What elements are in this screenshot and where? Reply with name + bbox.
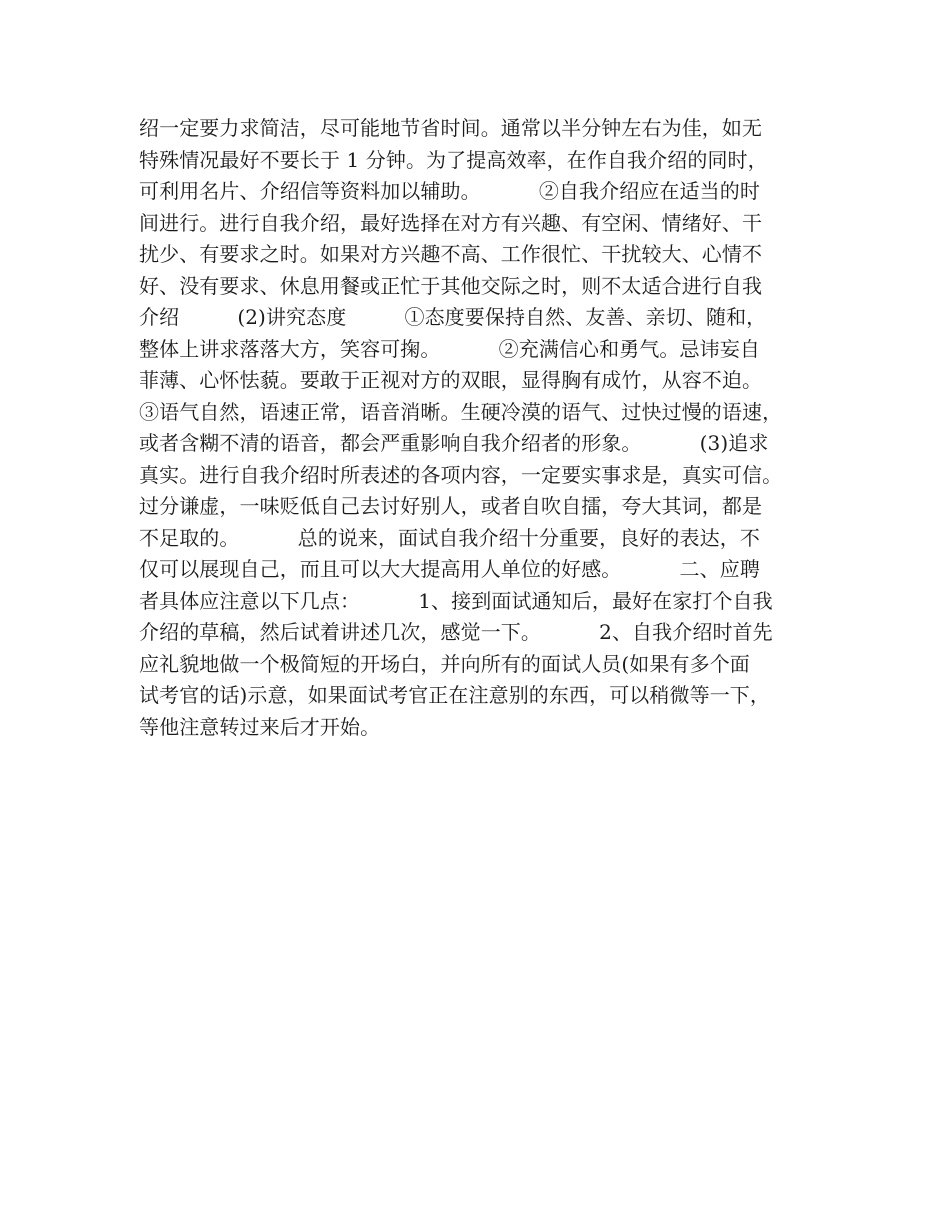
text-line-14: 不足取的。 总的说来，面试自我介绍十分重要，良好的表达，不 <box>139 525 760 550</box>
text-line-4: 间进行。进行自我介绍，最好选择在对方有兴趣、有空闲、情绪好、干 <box>139 210 763 235</box>
text-line-5: 扰少、有要求之时。如果对方兴趣不高、工作很忙、干扰较大、心情不 <box>139 242 763 266</box>
text-line-2: 特殊情况最好不要长于 1 分钟。为了提高效率，在作自我介绍的同时， <box>139 147 768 172</box>
text-line-19: 试考官的话)示意，如果面试考官正在注意别的东西，可以稍微等一下， <box>139 683 771 707</box>
text-line-10: ③语气自然，语速正常，语音消晰。生硬冷漠的语气、过快过慢的语速， <box>139 399 783 424</box>
text-line-13: 过分谦虚，一味贬低自己去讨好别人，或者自吹自擂，夸大其词，都是 <box>139 494 763 518</box>
text-line-1: 绍一定要力求简洁，尽可能地节省时间。通常以半分钟左右为佳，如无 <box>139 116 763 140</box>
text-line-7: 介绍 (2)讲究态度 ①态度要保持自然、友善、亲切、随和， <box>139 305 767 329</box>
text-line-11: 或者含糊不清的语音，都会严重影响自我介绍者的形象。 (3)追求 <box>139 431 769 455</box>
body-text <box>139 113 839 743</box>
text-line-18: 应礼貌地做一个极简短的开场白，并向所有的面试人员(如果有多个面 <box>139 651 750 676</box>
text-line-16: 者具体应注意以下几点： 1、接到面试通知后，最好在家打个自我 <box>139 588 773 613</box>
text-line-20: 等他注意转过来后才开始。 <box>139 714 381 739</box>
text-line-15: 仅可以展现自己，而且可以大大提高用人单位的好感。 二、应聘 <box>139 557 760 581</box>
text-line-17: 介绍的草稿，然后试着讲述几次，感觉一下。 2、自我介绍时首先 <box>139 620 773 644</box>
text-line-8: 整体上讲求落落大方，笑容可掬。 ②充满信心和勇气。忌讳妄自 <box>139 336 760 361</box>
text-line-3: 可利用名片、介绍信等资料加以辅助。 ②自我介绍应在适当的时 <box>139 179 760 203</box>
text-line-6: 好、没有要求、休息用餐或正忙于其他交际之时，则不太适合进行自我 <box>139 273 763 298</box>
text-line-12: 真实。进行自我介绍时所表述的各项内容，一定要实事求是，真实可信。 <box>139 462 783 487</box>
text-line-9: 菲薄、心怀怯藐。要敢于正视对方的双眼，显得胸有成竹，从容不迫。 <box>139 368 763 392</box>
